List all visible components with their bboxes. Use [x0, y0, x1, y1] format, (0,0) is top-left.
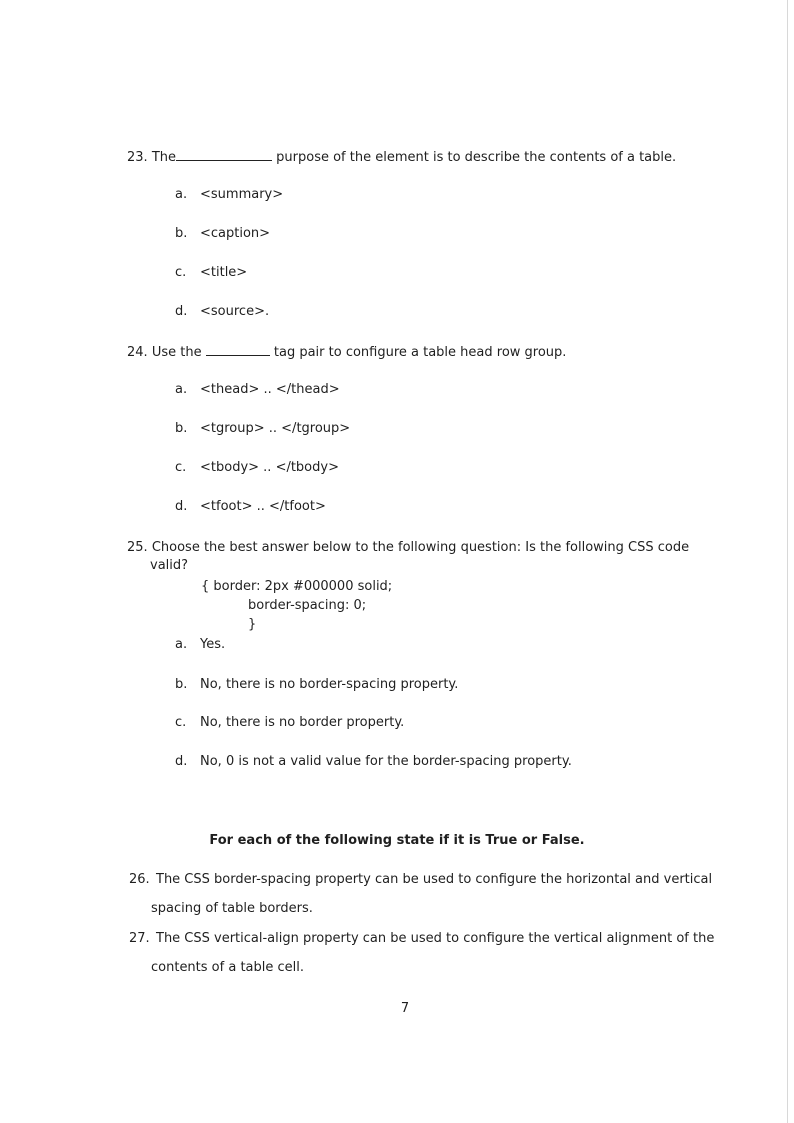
option-letter: d. — [175, 304, 188, 319]
code-line: { border: 2px #000000 solid; — [201, 579, 393, 594]
question-25-stem — [127, 539, 689, 557]
option-text: <title> — [200, 265, 248, 280]
option-text: No, there is no border-spacing property. — [200, 677, 459, 692]
question-text-before: The — [151, 150, 177, 165]
question-number: 25. — [127, 540, 148, 555]
question-text-before: Use the — [151, 345, 202, 360]
answer-blank — [206, 343, 270, 356]
question-text: Choose the best answer below to the following question: Is the following CSS code — [151, 540, 690, 555]
statement-text: The CSS vertical-align property can be used to configure the vertical alignment of the — [156, 931, 715, 946]
option-text: <tgroup> .. </tgroup> — [200, 421, 351, 436]
option-text: <tbody> .. </tbody> — [200, 460, 339, 475]
option-letter: a. — [175, 382, 188, 397]
question-text-continued: valid? — [150, 558, 189, 573]
option-text: No, there is no border property. — [200, 715, 405, 730]
code-line: border-spacing: 0; — [248, 598, 367, 613]
page-edge — [787, 0, 788, 1123]
option-text: <source>. — [200, 304, 270, 319]
answer-blank — [176, 148, 272, 161]
question-text-after: purpose of the element is to describe the contents of a table. — [276, 150, 677, 165]
statement-text-continued: spacing of table borders. — [151, 901, 313, 916]
section-heading: For each of the following state if it is True or False. — [209, 833, 585, 848]
option-letter: c. — [175, 265, 187, 280]
option-letter: a. — [175, 637, 188, 652]
question-text-after: tag pair to configure a table head row group. — [273, 345, 567, 360]
statement-text: The CSS border-spacing property can be used to configure the horizontal and vertical — [156, 872, 713, 887]
option-letter: b. — [175, 226, 188, 241]
option-text: <tfoot> .. </tfoot> — [200, 499, 326, 514]
option-letter: c. — [175, 460, 187, 475]
option-letter: b. — [175, 421, 188, 436]
question-number: 23. — [127, 150, 148, 165]
statement-number: 26. — [129, 872, 150, 887]
statement-text-continued: contents of a table cell. — [151, 960, 304, 975]
question-24-stem — [127, 343, 566, 362]
option-letter: d. — [175, 754, 188, 769]
option-text: <summary> — [200, 187, 284, 202]
statement-number: 27. — [129, 931, 150, 946]
option-letter: a. — [175, 187, 188, 202]
option-letter: c. — [175, 715, 187, 730]
option-letter: d. — [175, 499, 188, 514]
question-number: 24. — [127, 345, 148, 360]
page-number: 7 — [400, 1001, 410, 1016]
code-line: } — [248, 617, 257, 632]
option-text: No, 0 is not a valid value for the border-spacing property. — [200, 754, 572, 769]
option-text: <caption> — [200, 226, 271, 241]
option-text: <thead> .. </thead> — [200, 382, 340, 397]
question-23-stem — [127, 148, 676, 167]
option-letter: b. — [175, 677, 188, 692]
option-text: Yes. — [200, 637, 226, 652]
